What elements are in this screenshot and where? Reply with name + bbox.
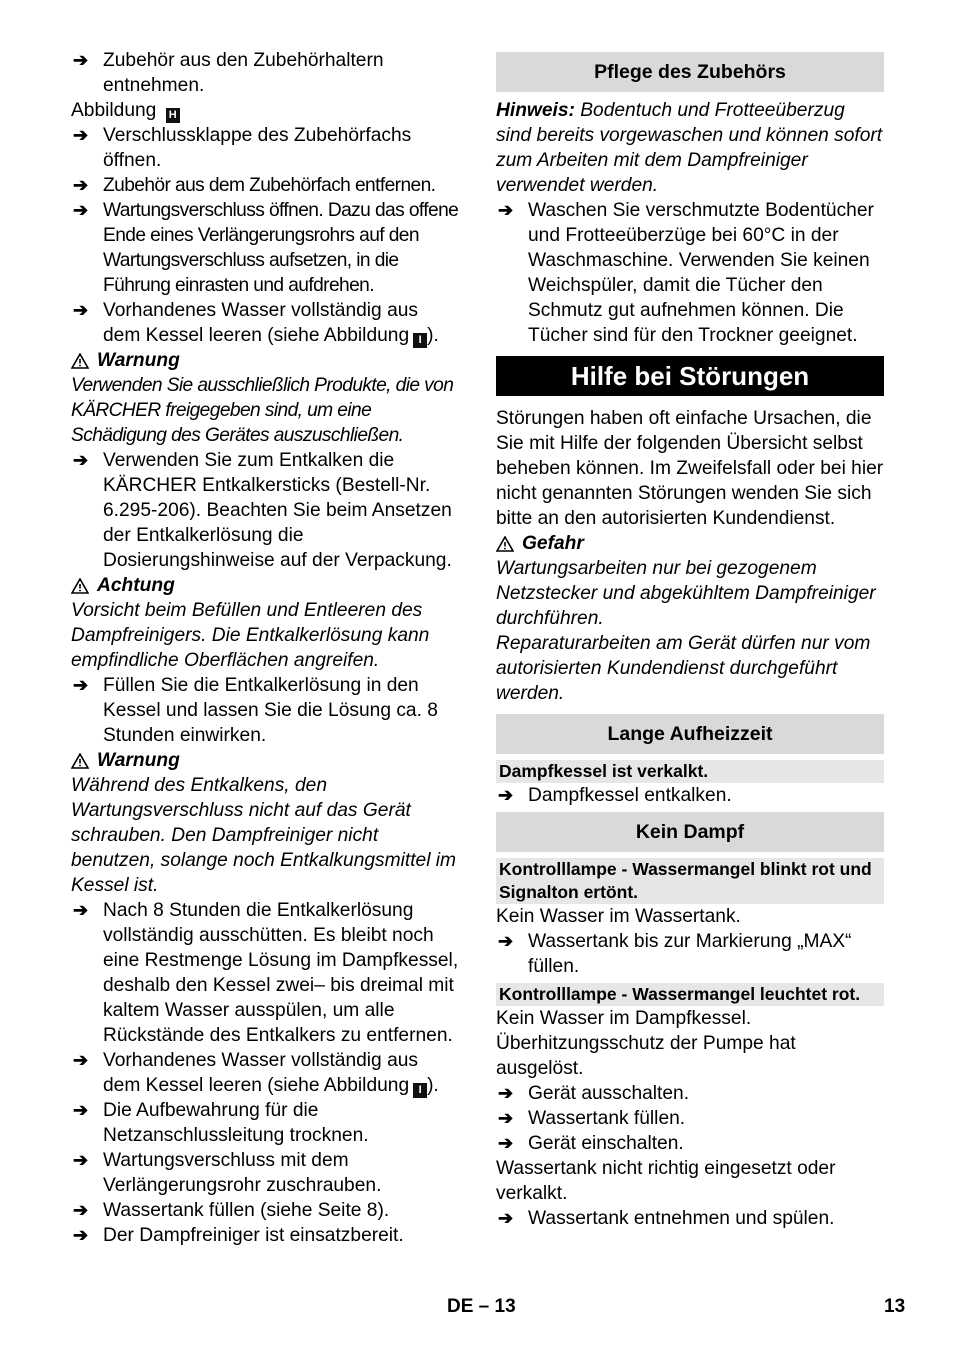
arrow-right-icon: ➔ [73,175,88,195]
caution-heading: Achtung [71,573,459,598]
instruction-step: ➔ Füllen Sie die Entkalkerlösung in den Kessel und lassen Sie die Lösung ca. 8 Stunden einwirken. [73,675,438,746]
danger-heading: Gefahr [496,531,884,556]
warning-heading: Warnung [71,348,459,373]
instruction-step: ➔ Verwenden Sie zum Entkalken die KÄRCHER Entkalkersticks (Bestell-Nr. 6.295-206). Beachten Sie beim Ansetzen der Entkalkerlösung die Dosierungshinweise auf der Verpackung. [73,450,452,571]
arrow-right-icon: ➔ [498,1083,514,1103]
instruction-step: ➔ Nach 8 Stunden die Entkalkerlösung vollständig ausschütten. Es bleibt noch eine Restmenge Lösung im Dampfkessel, deshalb den Kessel zwei– bis dreimal mit kaltem Wasser ausspülen, um alle Rückstände des Entkalkers zu entfernen. [73,900,459,1046]
instruction-step: ➔ Wassertank füllen (siehe Seite 8). [73,1200,390,1221]
instruction-step: ➔ Wartungsverschluss öffnen. Dazu das offene Ende eines Verlängerungsrohrs auf den Wartungsverschluss aufsetzen, in die Führung einrasten und aufdrehen. [73,200,459,296]
cause-text: Wassertank nicht richtig eingesetzt oder verkalkt. [496,1158,836,1204]
arrow-right-icon: ➔ [73,900,89,920]
arrow-right-icon: ➔ [73,1225,89,1245]
instruction-step: ➔ Verschlussklappe des Zubehörfachs öffnen. [73,125,412,171]
instruction-step: ➔ Wassertank füllen. [498,1108,686,1129]
arrow-right-icon: ➔ [73,450,89,470]
arrow-right-icon: ➔ [498,1208,514,1228]
instruction-step: ➔ Vorhandenes Wasser vollständig aus dem Kessel leeren (siehe Abbildung I ). [73,1050,439,1096]
warning-text: Verwenden Sie ausschließlich Produkte, die von KÄRCHER freigegeben sind, um eine Schädigung des Gerätes auszuschließen. [71,375,454,446]
left-column [71,48,459,1248]
danger-text: Wartungsarbeiten nur bei gezogenem Netzstecker und abgekühltem Dampfreiniger durchführen. [496,558,876,629]
arrow-right-icon: ➔ [498,1108,514,1128]
arrow-right-icon: ➔ [498,1133,514,1153]
footer-section-label: DE – 13 [447,1296,516,1317]
intro-text: Störungen haben oft einfache Ursachen, die Sie mit Hilfe der folgenden Übersicht selbst beheben können. Im Zweifelsfall oder bei hier nicht genannten Störungen wenden Sie sich bitte an den autorisierten Kundendienst. [496,408,884,529]
arrow-right-icon: ➔ [498,785,514,805]
fault-heading: Kontrolllampe - Wassermangel leuchtet rot. [496,983,884,1006]
arrow-right-icon: ➔ [73,675,89,695]
cause-text: Kein Wasser im Wassertank. [496,906,741,927]
page-number: 13 [884,1296,906,1317]
instruction-step: ➔ Gerät ausschalten. [498,1083,690,1104]
instruction-step: ➔ Zubehör aus den Zubehörhaltern entnehmen. [73,50,384,96]
instruction-step: ➔ Gerät einschalten. [498,1133,684,1154]
instruction-step: ➔ Wassertank entnehmen und spülen. [498,1208,835,1229]
warning-heading: Warnung [71,748,459,773]
instruction-step: ➔ Die Aufbewahrung für die Netzanschlussleitung trocknen. [73,1100,369,1146]
arrow-right-icon: ➔ [498,200,514,220]
fault-heading: Dampfkessel ist verkalkt. [496,760,884,783]
section-heading-lange: Lange Aufheizzeit [496,714,884,754]
instruction-step: ➔ Der Dampfreiniger ist einsatzbereit. [73,1225,404,1246]
figure-i-icon: I [413,333,427,348]
right-column [496,48,884,1231]
warning-triangle-icon [71,353,89,369]
arrow-right-icon: ➔ [73,50,89,70]
arrow-right-icon: ➔ [73,1200,89,1220]
warning-triangle-icon [496,536,514,552]
fault-heading: Kontrolllampe - Wassermangel blinkt rot und Signalton ertönt. [496,858,884,904]
arrow-right-icon: ➔ [73,1150,89,1170]
section-heading-kein-dampf: Kein Dampf [496,812,884,852]
cause-text: Kein Wasser im Dampfkessel. Überhitzungsschutz der Pumpe hat ausgelöst. [496,1008,796,1079]
arrow-right-icon: ➔ [73,300,89,320]
instruction-step: ➔ Wassertank bis zur Markierung „MAX“ füllen. [498,931,852,977]
instruction-step: ➔ Wartungsverschluss mit dem Verlängerungsrohr zuschrauben. [73,1150,382,1196]
instruction-step: ➔ Vorhandenes Wasser vollständig aus dem Kessel leeren (siehe Abbildung I ). [73,300,439,346]
arrow-right-icon: ➔ [73,125,89,145]
caution-text: Vorsicht beim Befüllen und Entleeren des Dampfreinigers. Die Entkalkerlösung kann empfindliche Oberflächen angreifen. [71,600,430,671]
warning-triangle-icon [71,578,89,594]
instruction-step: ➔ Dampfkessel entkalken. [498,785,732,806]
arrow-right-icon: ➔ [498,931,514,951]
note-text: Hinweis: Bodentuch und Frotteeüberzug sind bereits vorgewaschen und können sofort zum Arbeiten mit dem Dampfreiniger verwendet werden. [496,100,883,196]
figure-i-icon: I [413,1083,427,1098]
chapter-heading-hilfe: Hilfe bei Störungen [496,356,884,396]
warning-triangle-icon [71,753,89,769]
instruction-step: ➔ Waschen Sie verschmutzte Bodentücher und Frotteeüberzüge bei 60°C in der Waschmaschine. Verwenden Sie keinen Weichspüler, damit die Tücher den Schmutz gut aufnehmen können. Die Tücher sind für den Trockner geeignet. [498,200,874,346]
section-heading-pflege: Pflege des Zubehörs [496,52,884,92]
arrow-right-icon: ➔ [73,200,88,220]
instruction-step: ➔ Zubehör aus dem Zubehörfach entfernen. [73,175,436,196]
figure-h-icon: H [166,108,180,123]
warning-text: Während des Entkalkens, den Wartungsverschluss nicht auf das Gerät schrauben. Den Dampfreiniger nicht benutzen, solange noch Entkalkungsmittel im Kessel ist. [71,775,457,896]
arrow-right-icon: ➔ [73,1100,89,1120]
danger-text: Reparaturarbeiten am Gerät dürfen nur vom autorisierten Kundendienst durchgeführt werden. [496,633,871,704]
arrow-right-icon: ➔ [73,1050,89,1070]
figure-reference: Abbildung H [71,98,459,123]
